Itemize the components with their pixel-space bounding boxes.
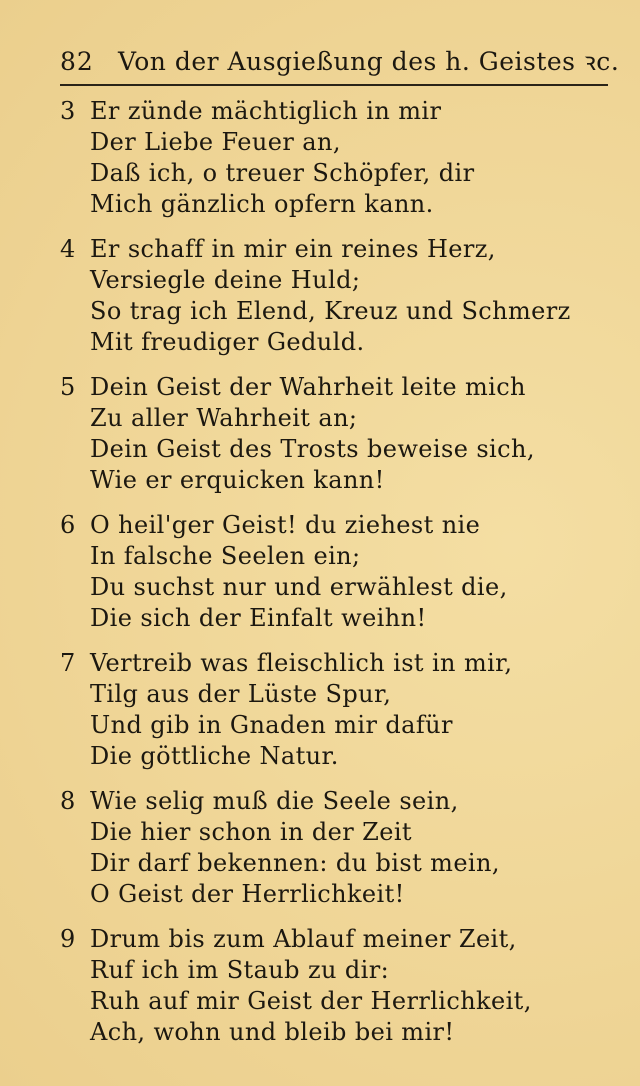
stanza-number: 3 [60,97,76,125]
verse-line: Und gib in Gnaden mir dafür [90,711,453,739]
stanza-number: 5 [60,373,76,401]
verse-line: Mich gänzlich opfern kann. [90,190,434,218]
header-rule [60,84,608,86]
verse-line: Dein Geist der Wahrheit leite mich [90,373,526,401]
stanza-list [60,96,620,1062]
verse-line: Daß ich, o treuer Schöpfer, dir [90,159,475,187]
verse-line: Die hier schon in der Zeit [90,818,412,846]
verse-line: In falsche Seelen ein; [90,542,361,570]
stanza-number: 9 [60,925,76,953]
stanza-lines [90,510,620,634]
stanza-5 [60,372,620,510]
stanza-6 [60,510,620,648]
stanza-lines [90,234,620,358]
verse-line: Er schaff in mir ein reines Herz, [90,235,496,263]
verse-line: Die göttliche Natur. [90,742,339,770]
stanza-7 [60,648,620,786]
verse-line: Ruf ich im Staub zu dir: [90,956,390,984]
verse-line: Er zünde mächtiglich in mir [90,97,442,125]
verse-line: Versiegle deine Huld; [90,266,361,294]
stanza-lines [90,786,620,910]
stanza-number: 4 [60,235,76,263]
page-header [60,44,620,84]
verse-line: Dir darf bekennen: du bist mein, [90,849,500,877]
verse-line: Die sich der Einfalt weihn! [90,604,427,632]
verse-line: Wie selig muß die Seele sein, [90,787,459,815]
verse-line: So trag ich Elend, Kreuz und Schmerz [90,297,571,325]
stanza-4 [60,234,620,372]
verse-line: Mit freudiger Geduld. [90,328,365,356]
verse-line: Tilg aus der Lüste Spur, [90,680,392,708]
verse-line: O heil'ger Geist! du ziehest nie [90,511,481,539]
stanza-3 [60,96,620,234]
stanza-8 [60,786,620,924]
verse-line: Zu aller Wahrheit an; [90,404,358,432]
running-head: Von der Ausgießung des h. Geistes ꝛc. [118,47,620,76]
verse-line: Dein Geist des Trosts beweise sich, [90,435,535,463]
verse-line: Ach, wohn und bleib bei mir! [90,1018,455,1046]
verse-line: Vertreib was fleischlich ist in mir, [90,649,513,677]
verse-line: Du suchst nur und erwählest die, [90,573,508,601]
verse-line: Wie er erquicken kann! [90,466,385,494]
stanza-lines [90,372,620,496]
page-number: 82 [60,47,94,76]
stanza-lines [90,96,620,220]
verse-line: Ruh auf mir Geist der Herrlichkeit, [90,987,532,1015]
stanza-lines [90,648,620,772]
stanza-number: 8 [60,787,76,815]
verse-line: O Geist der Herrlichkeit! [90,880,405,908]
stanza-number: 6 [60,511,76,539]
verse-line: Drum bis zum Ablauf meiner Zeit, [90,925,517,953]
stanza-lines [90,924,620,1048]
stanza-number: 7 [60,649,76,677]
stanza-9 [60,924,620,1062]
verse-line: Der Liebe Feuer an, [90,128,341,156]
